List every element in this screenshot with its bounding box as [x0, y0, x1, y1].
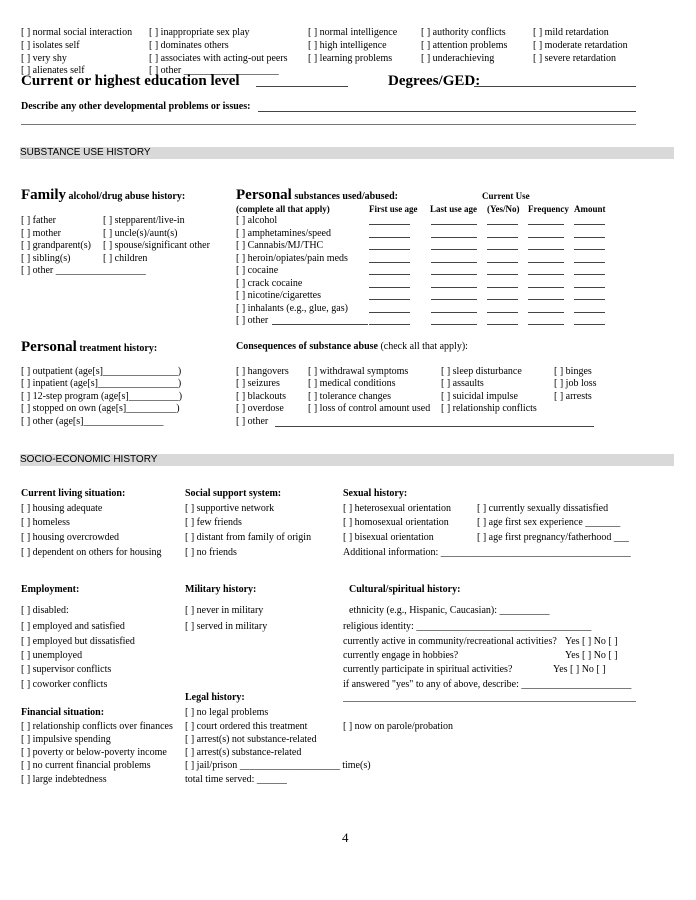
- checkbox-item[interactable]: [ ] age first sex experience _______: [477, 517, 621, 528]
- spiritual-answer[interactable]: Yes [ ] No [ ]: [553, 664, 606, 675]
- checkbox-item[interactable]: [ ] inappropriate sex play: [149, 27, 250, 38]
- community-question: currently active in community/recreational activities?: [343, 636, 557, 647]
- substance-answer-field[interactable]: [574, 312, 605, 313]
- substance-answer-field[interactable]: [528, 299, 564, 300]
- checkbox-item[interactable]: [ ] arrests: [554, 391, 592, 402]
- cultural-label: Cultural/spiritual history:: [349, 584, 461, 595]
- substance-item[interactable]: [ ] nicotine/cigarettes: [236, 290, 321, 301]
- substance-answer-field[interactable]: [431, 237, 477, 238]
- section-socio-economic: [20, 454, 674, 466]
- substance-answer-field[interactable]: [369, 237, 410, 238]
- checkbox-item[interactable]: [ ] court ordered this treatment: [185, 721, 308, 732]
- col-yes-no: (Yes/No): [487, 204, 520, 214]
- checkbox-item[interactable]: [ ] mild retardation: [533, 27, 609, 38]
- checkbox-item[interactable]: [ ] stopped on own (age[s]__________): [21, 403, 180, 414]
- substance-answer-field[interactable]: [431, 324, 477, 325]
- col-last-use: Last use age: [430, 204, 477, 214]
- checkbox-item[interactable]: [ ] uncle(s)/aunt(s): [103, 228, 178, 239]
- checkbox-item[interactable]: [ ] no friends: [185, 547, 237, 558]
- checkbox-item[interactable]: [ ] outpatient (age[s]_______________): [21, 366, 182, 377]
- ethnicity-field[interactable]: ethnicity (e.g., Hispanic, Caucasian): __________: [349, 605, 550, 616]
- substance-answer-field[interactable]: [574, 224, 605, 225]
- describe-label: Describe any other developmental problems or issues:: [21, 101, 251, 112]
- checkbox-item[interactable]: [ ] no current financial problems: [21, 760, 151, 771]
- checkbox-item[interactable]: [ ] arrest(s) substance-related: [185, 747, 302, 758]
- describe-yes-line[interactable]: [343, 701, 636, 702]
- military-label: Military history:: [185, 584, 257, 595]
- checkbox-item[interactable]: [ ] assaults: [441, 378, 484, 389]
- checkbox-item[interactable]: [ ] other (age[s]________________: [21, 416, 164, 427]
- checkbox-item[interactable]: [ ] relationship conflicts over finances: [21, 721, 173, 732]
- treatment-heading: Personal treatment history:: [21, 339, 158, 355]
- substance-answer-field[interactable]: [369, 312, 410, 313]
- checkbox-item[interactable]: [ ] homosexual orientation: [343, 517, 449, 528]
- substance-item[interactable]: [ ] inhalants (e.g., glue, gas): [236, 303, 348, 314]
- checkbox-item[interactable]: [ ] heterosexual orientation: [343, 503, 452, 514]
- checkbox-item[interactable]: [ ] few friends: [185, 517, 242, 528]
- checkbox-item[interactable]: [ ] bisexual orientation: [343, 532, 434, 543]
- checkbox-item[interactable]: [ ] seizures: [236, 378, 280, 389]
- substance-answer-field[interactable]: [431, 224, 477, 225]
- checkbox-item[interactable]: [ ] disabled:: [21, 605, 69, 616]
- checkbox-item[interactable]: [ ] other __________________: [21, 265, 146, 276]
- community-answer[interactable]: Yes [ ] No [ ]: [565, 636, 618, 647]
- substance-answer-field[interactable]: [369, 274, 410, 275]
- section-title: SUBSTANCE USE HISTORY: [20, 147, 151, 158]
- checkbox-item[interactable]: [ ] housing adequate: [21, 503, 103, 514]
- checkbox-item[interactable]: [ ] sleep disturbance: [441, 366, 522, 377]
- section-substance-use: [20, 147, 674, 159]
- checkbox-item[interactable]: [ ] no legal problems: [185, 707, 269, 718]
- checkbox-item[interactable]: [ ] impulsive spending: [21, 734, 111, 745]
- substance-answer-field[interactable]: [574, 324, 605, 325]
- substance-item[interactable]: [ ] alcohol: [236, 215, 278, 226]
- checkbox-item[interactable]: [ ] housing overcrowded: [21, 532, 120, 543]
- checkbox-item[interactable]: [ ] other ___________________: [149, 65, 279, 76]
- checkbox-item[interactable]: [ ] underachieving: [421, 53, 495, 64]
- col-first-use: First use age: [369, 204, 418, 214]
- substance-answer-field[interactable]: [487, 262, 518, 263]
- financial-label: Financial situation:: [21, 707, 105, 718]
- checkbox-item[interactable]: [ ] medical conditions: [308, 378, 396, 389]
- checkbox-item[interactable]: [ ] supportive network: [185, 503, 275, 514]
- substance-answer-field[interactable]: [528, 274, 564, 275]
- describe-field[interactable]: [258, 111, 636, 112]
- substance-answer-field[interactable]: [431, 249, 477, 250]
- checkbox-item[interactable]: [ ] served in military: [185, 621, 268, 632]
- checkbox-item[interactable]: [ ] blackouts: [236, 391, 286, 402]
- religious-identity-field[interactable]: religious identity: ___________________________________: [343, 621, 592, 632]
- checkbox-item[interactable]: [ ] very shy: [21, 53, 67, 64]
- substance-answer-field[interactable]: [528, 249, 564, 250]
- additional-info-field[interactable]: Additional information: ______________________________________: [343, 547, 631, 558]
- substance-item[interactable]: [ ] Cannabis/MJ/THC: [236, 240, 324, 251]
- checkbox-item[interactable]: [ ] homeless: [21, 517, 70, 528]
- substance-answer-field[interactable]: [528, 262, 564, 263]
- substance-item[interactable]: [ ] heroin/opiates/pain meds: [236, 253, 348, 264]
- checkbox-item[interactable]: [ ] spouse/significant other: [103, 240, 210, 251]
- checkbox-item[interactable]: [ ] employed but dissatisfied: [21, 636, 135, 647]
- checkbox-item[interactable]: [ ] withdrawal symptoms: [308, 366, 409, 377]
- checkbox-item[interactable]: [ ] coworker conflicts: [21, 679, 108, 690]
- employment-label: Employment:: [21, 584, 80, 595]
- complete-note: (complete all that apply): [236, 204, 330, 214]
- substance-answer-field[interactable]: [369, 324, 410, 325]
- section-title: SOCIO-ECONOMIC HISTORY: [20, 454, 158, 465]
- substance-answer-field[interactable]: [431, 299, 477, 300]
- checkbox-item[interactable]: [ ] employed and satisfied: [21, 621, 125, 632]
- family-heading: Family alcohol/drug abuse history:: [21, 187, 186, 203]
- degrees-field[interactable]: [474, 86, 636, 87]
- substance-answer-field[interactable]: [574, 237, 605, 238]
- checkbox-item[interactable]: [ ] large indebtedness: [21, 774, 107, 785]
- substance-answer-field[interactable]: [574, 274, 605, 275]
- substance-answer-field[interactable]: [487, 249, 518, 250]
- substance-answer-field[interactable]: [487, 224, 518, 225]
- checkbox-item[interactable]: [ ] attention problems: [421, 40, 508, 51]
- checkbox-item[interactable]: [ ] poverty or below-poverty income: [21, 747, 167, 758]
- checkbox-item[interactable]: [ ] severe retardation: [533, 53, 617, 64]
- substance-answer-field[interactable]: [487, 237, 518, 238]
- checkbox-item[interactable]: [ ] distant from family of origin: [185, 532, 312, 543]
- substance-answer-field[interactable]: [369, 224, 410, 225]
- substance-item[interactable]: [ ] crack cocaine: [236, 278, 303, 289]
- substance-item[interactable]: [ ] amphetamines/speed: [236, 228, 331, 239]
- substance-answer-field[interactable]: [431, 262, 477, 263]
- education-field[interactable]: [256, 86, 348, 87]
- consequences-heading: Consequences of substance abuse (check all that apply):: [236, 341, 468, 352]
- checkbox-item[interactable]: [ ] age first pregnancy/fatherhood ___: [477, 532, 629, 543]
- checkbox-item[interactable]: [ ] never in military: [185, 605, 264, 616]
- substance-answer-field[interactable]: [487, 312, 518, 313]
- checkbox-item[interactable]: [ ] learning problems: [308, 53, 393, 64]
- checkbox-item[interactable]: [ ] loss of control amount used: [308, 403, 431, 414]
- substance-answer-field[interactable]: [528, 312, 564, 313]
- checkbox-item[interactable]: [ ] stepparent/live-in: [103, 215, 185, 226]
- substance-answer-field[interactable]: [487, 287, 518, 288]
- substance-answer-field[interactable]: [431, 287, 477, 288]
- living-label: Current living situation:: [21, 488, 126, 499]
- checkbox-item[interactable]: [ ] authority conflicts: [421, 27, 506, 38]
- checkbox-item[interactable]: [ ] unemployed: [21, 650, 83, 661]
- cons-other-field[interactable]: [275, 426, 594, 427]
- substance-item[interactable]: [ ] cocaine: [236, 265, 279, 276]
- substance-answer-field[interactable]: [369, 299, 410, 300]
- checkbox-item[interactable]: [ ] job loss: [554, 378, 597, 389]
- hobbies-answer[interactable]: Yes [ ] No [ ]: [565, 650, 618, 661]
- checkbox-item[interactable]: [ ] binges: [554, 366, 592, 377]
- substance-answer-field[interactable]: [528, 237, 564, 238]
- substance-answer-field[interactable]: [528, 224, 564, 225]
- checkbox-item[interactable]: [ ] arrest(s) not substance-related: [185, 734, 317, 745]
- checkbox-item[interactable]: [ ] jail/prison ____________________ time(s): [185, 760, 371, 771]
- checkbox-item[interactable]: [ ] suicidal impulse: [441, 391, 518, 402]
- total-time-field[interactable]: total time served: ______: [185, 774, 287, 785]
- col-amount: Amount: [574, 204, 606, 214]
- checkbox-item[interactable]: [ ] sibling(s): [21, 253, 71, 264]
- hobbies-question: currently engage in hobbies?: [343, 650, 459, 661]
- legal-label: Legal history:: [185, 692, 245, 703]
- checkbox-item[interactable]: [ ] associates with acting-out peers: [149, 53, 288, 64]
- page-number: 4: [342, 830, 349, 845]
- substance-answer-field[interactable]: [369, 249, 410, 250]
- checkbox-item[interactable]: [ ] moderate retardation: [533, 40, 628, 51]
- spiritual-question: currently participate in spiritual activities?: [343, 664, 513, 675]
- checkbox-item[interactable]: [ ] overdose: [236, 403, 284, 414]
- describe-line[interactable]: [21, 124, 636, 125]
- checkbox-item[interactable]: [ ] dominates others: [149, 40, 229, 51]
- substance-answer-field[interactable]: [431, 274, 477, 275]
- checkbox-item[interactable]: [ ] relationship conflicts: [441, 403, 537, 414]
- support-label: Social support system:: [185, 488, 282, 499]
- personal-heading: Personal substances used/abused:: [236, 187, 398, 203]
- checkbox-item[interactable]: [ ] inpatient (age[s]________________): [21, 378, 182, 389]
- substance-answer-field[interactable]: [369, 287, 410, 288]
- checkbox-item[interactable]: [ ] high intelligence: [308, 40, 387, 51]
- education-label: Current or highest education level: [21, 73, 240, 89]
- substance-other-field[interactable]: [272, 324, 368, 325]
- substance-answer-field[interactable]: [528, 287, 564, 288]
- substance-answer-field[interactable]: [528, 324, 564, 325]
- substance-answer-field[interactable]: [574, 249, 605, 250]
- checkbox-item[interactable]: [ ] supervisor conflicts: [21, 664, 112, 675]
- checkbox-item[interactable]: [ ] hangovers: [236, 366, 289, 377]
- checkbox-item[interactable]: [ ] grandparent(s): [21, 240, 91, 251]
- substance-answer-field[interactable]: [487, 299, 518, 300]
- degrees-label: Degrees/GED:: [388, 73, 481, 89]
- substance-answer-field[interactable]: [574, 287, 605, 288]
- substance-answer-field[interactable]: [487, 274, 518, 275]
- substance-answer-field[interactable]: [431, 312, 477, 313]
- substance-answer-field[interactable]: [487, 324, 518, 325]
- checkbox-item[interactable]: [ ] other: [236, 416, 269, 427]
- checkbox-item[interactable]: [ ] currently sexually dissatisfied: [477, 503, 609, 514]
- checkbox-item[interactable]: [ ] mother: [21, 228, 61, 239]
- describe-yes-field[interactable]: if answered "yes" to any of above, describe: ______________________: [343, 679, 632, 690]
- checkbox-item[interactable]: [ ] alienates self: [21, 65, 85, 76]
- checkbox-item[interactable]: [ ] normal social interaction: [21, 27, 133, 38]
- checkbox-item[interactable]: [ ] father: [21, 215, 56, 226]
- substance-answer-field[interactable]: [574, 299, 605, 300]
- checkbox-item[interactable]: [ ] normal intelligence: [308, 27, 398, 38]
- sexual-label: Sexual history:: [343, 488, 408, 499]
- checkbox-item[interactable]: [ ] children: [103, 253, 148, 264]
- checkbox-item[interactable]: [ ] 12-step program (age[s]__________): [21, 391, 183, 402]
- checkbox-item[interactable]: [ ] tolerance changes: [308, 391, 392, 402]
- parole-checkbox[interactable]: [ ] now on parole/probation: [343, 721, 453, 732]
- checkbox-item[interactable]: [ ] dependent on others for housing: [21, 547, 162, 558]
- col-frequency: Frequency: [528, 204, 569, 214]
- substance-answer-field[interactable]: [574, 262, 605, 263]
- checkbox-item[interactable]: [ ] isolates self: [21, 40, 80, 51]
- substance-answer-field[interactable]: [369, 262, 410, 263]
- current-use-header: Current Use: [482, 191, 530, 201]
- substance-item[interactable]: [ ] other: [236, 315, 269, 326]
